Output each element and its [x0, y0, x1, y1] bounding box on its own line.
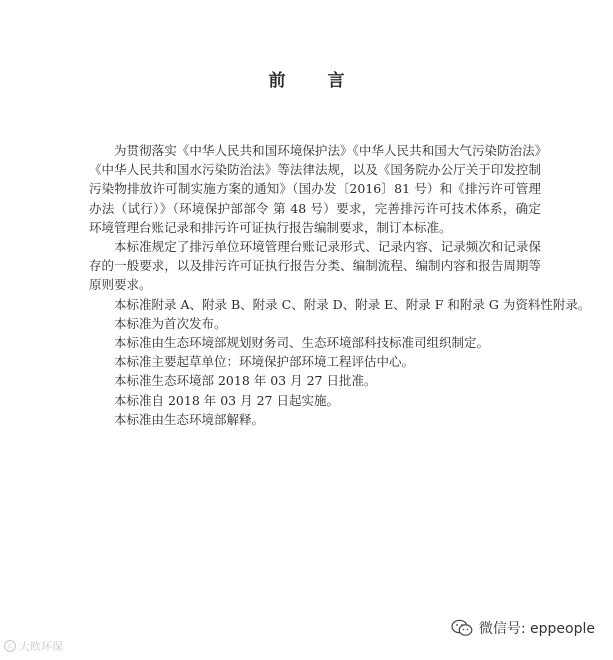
paragraph-interpretation: 本标准由生态环境部解释。: [114, 411, 265, 427]
wechat-icon: [451, 619, 473, 637]
paragraph-appendices: 本标准附录 A、附录 B、附录 C、附录 D、附录 E、附录 F 和附录 G 为资料性附录。: [114, 296, 591, 312]
source-watermark: [4, 638, 63, 654]
wechat-account-tag: [451, 618, 595, 638]
paragraph-effective-date: 本标准自 2018 年 03 月 27 日起实施。: [114, 392, 339, 408]
paragraph-approval-date: 本标准生态环境部 2018 年 03 月 27 日批准。: [114, 373, 377, 389]
document-body: [89, 141, 591, 429]
paragraph-drafting-unit: 本标准主要起草单位：环境保护部环境工程评估中心。: [114, 354, 415, 370]
paragraph-scope: 本标准规定了排污单位环境管理台账记录形式、记录内容、记录频次和记录保存的一般要求，以及排污许可证执行报告分类、编制流程、编制内容和报告周期等原则要求。: [89, 239, 541, 293]
paragraph-legal-basis: 为贯彻落实《中华人民共和国环境保护法》《中华人民共和国大气污染防治法》《中华人民共和国水污染防治法》等法律法规，以及《国务院办公厅关于印发控制污染物排放许可制实施方案的通知》（国办发〔2016〕81 号）和《排污许可管理办法（试行）》（环境保护部部令 第 48 号）要求，完善排污许可技术体系，确定环境管理台账记录和排污许可证执行报告编制要求，制订本标准。: [89, 143, 541, 235]
paragraph-first-release: 本标准为首次发布。: [114, 315, 227, 331]
paragraph-organizers: 本标准由生态环境部规划财务司、生态环境部科技标准司组织制定。: [114, 335, 490, 351]
wechat-account-label: 微信号: eppeople: [478, 621, 595, 637]
copyright-icon: c: [4, 640, 16, 652]
page-title: 前 言: [268, 71, 363, 91]
source-watermark-text: 大欧环保: [19, 640, 63, 653]
